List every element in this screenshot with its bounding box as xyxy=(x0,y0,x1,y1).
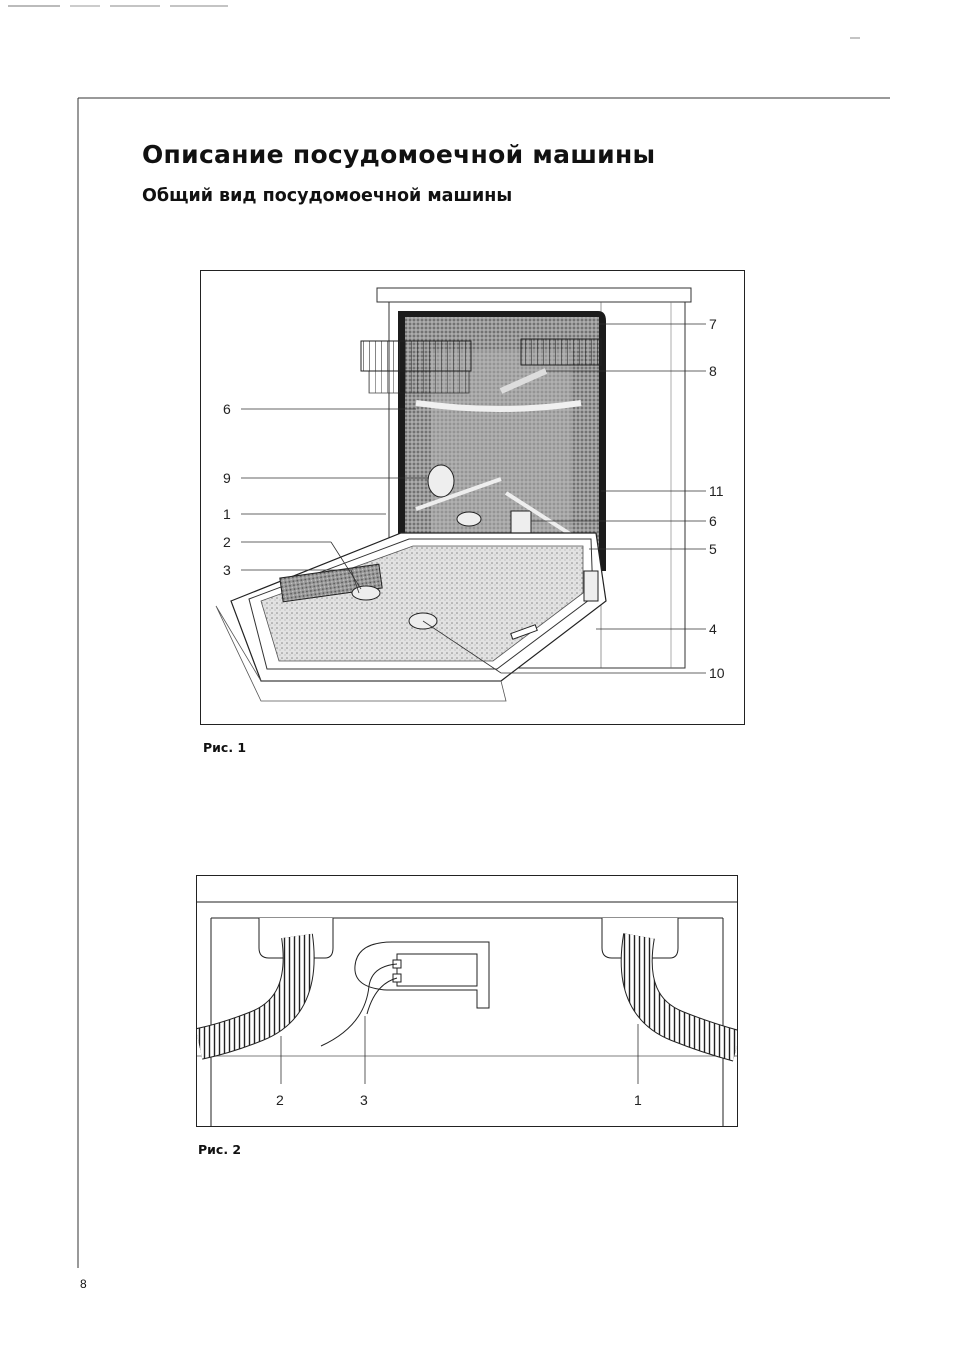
hoses-illustration xyxy=(197,876,737,1126)
page-title: Описание посудомоечной машины xyxy=(142,140,656,169)
callout-9: 9 xyxy=(223,470,231,486)
fig2-callout-3: 3 xyxy=(360,1092,368,1108)
page-number: 8 xyxy=(80,1277,87,1291)
callout-1: 1 xyxy=(223,506,231,522)
callout-5: 5 xyxy=(709,541,717,557)
fig2-callout-2: 2 xyxy=(276,1092,284,1108)
figure-2-caption: Рис. 2 xyxy=(198,1142,242,1157)
callout-8: 8 xyxy=(709,363,717,379)
callout-3: 3 xyxy=(223,562,231,578)
callout-11: 11 xyxy=(709,483,724,499)
figure-1-caption: Рис. 1 xyxy=(203,740,247,755)
fig2-callout-1: 1 xyxy=(634,1092,642,1108)
figure-1 xyxy=(200,270,745,725)
page-subtitle: Общий вид посудомоечной машины xyxy=(142,186,513,206)
figure-2 xyxy=(196,875,738,1127)
dishwasher-illustration xyxy=(201,271,744,724)
callout-10: 10 xyxy=(709,665,725,681)
callout-7: 7 xyxy=(709,316,717,332)
callout-4: 4 xyxy=(709,621,717,637)
callout-6-right: 6 xyxy=(709,513,717,529)
callout-2: 2 xyxy=(223,534,231,550)
callout-6-left: 6 xyxy=(223,401,231,417)
